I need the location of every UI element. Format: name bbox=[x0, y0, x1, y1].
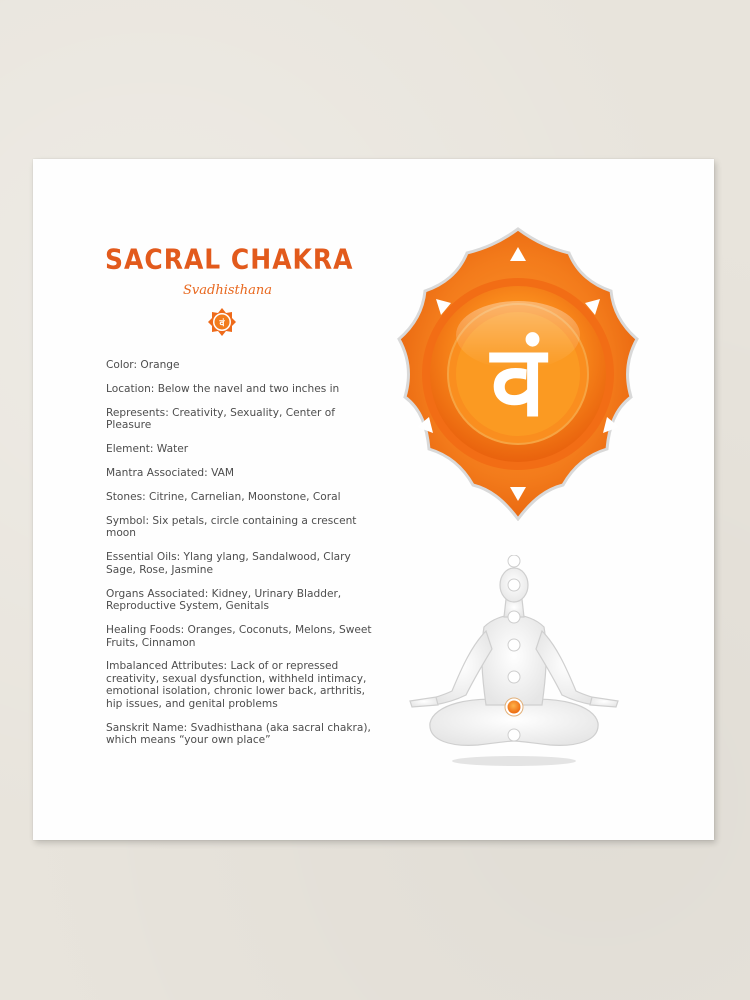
sacral-point bbox=[508, 701, 521, 714]
fact-location: Location: Below the navel and two inches in bbox=[106, 382, 340, 395]
fact-stones: Stones: Citrine, Carnelian, Moonstone, Coral bbox=[106, 490, 341, 503]
meditation-figure bbox=[400, 555, 628, 773]
poster-subtitle: Svadhisthana bbox=[183, 283, 272, 298]
bija-mantra-glyph: वं bbox=[490, 325, 546, 439]
fact-represents: Represents: Creativity, Sexuality, Center of Pleasure bbox=[106, 406, 335, 432]
sacral-chakra-symbol bbox=[387, 227, 649, 521]
fact-essential-oils: Essential Oils: Ylang ylang, Sandalwood, Clary Sage, Rose, Jasmine bbox=[106, 551, 351, 576]
facts-list bbox=[106, 359, 376, 758]
small-chakra-icon bbox=[207, 307, 237, 337]
fact-imbalanced-attributes: Imbalanced Attributes: Lack of or repressed creativity, sexual dysfunction, withheld intimacy, emotional isolation, chronic lower back, arthritis, hip issues, and genital problems bbox=[106, 660, 367, 710]
fact-healing-foods: Healing Foods: Oranges, Coconuts, Melons, Sweet Fruits, Cinnamon bbox=[106, 624, 372, 649]
poster-title: SACRAL CHAKRA bbox=[105, 243, 354, 275]
fact-color: Color: Orange bbox=[106, 359, 180, 371]
fact-symbol: Symbol: Six petals, circle containing a crescent moon bbox=[106, 514, 357, 540]
fact-mantra: Mantra Associated: VAM bbox=[106, 467, 235, 480]
fact-sanskrit-name: Sanskrit Name: Svadhisthana (aka sacral chakra), which means “your own place” bbox=[106, 721, 371, 747]
fact-organs: Organs Associated: Kidney, Urinary Bladder, Reproductive System, Genitals bbox=[106, 587, 342, 613]
art-print bbox=[33, 159, 714, 840]
fact-element: Element: Water bbox=[106, 443, 189, 456]
svg-text:वं: वं bbox=[219, 319, 225, 329]
